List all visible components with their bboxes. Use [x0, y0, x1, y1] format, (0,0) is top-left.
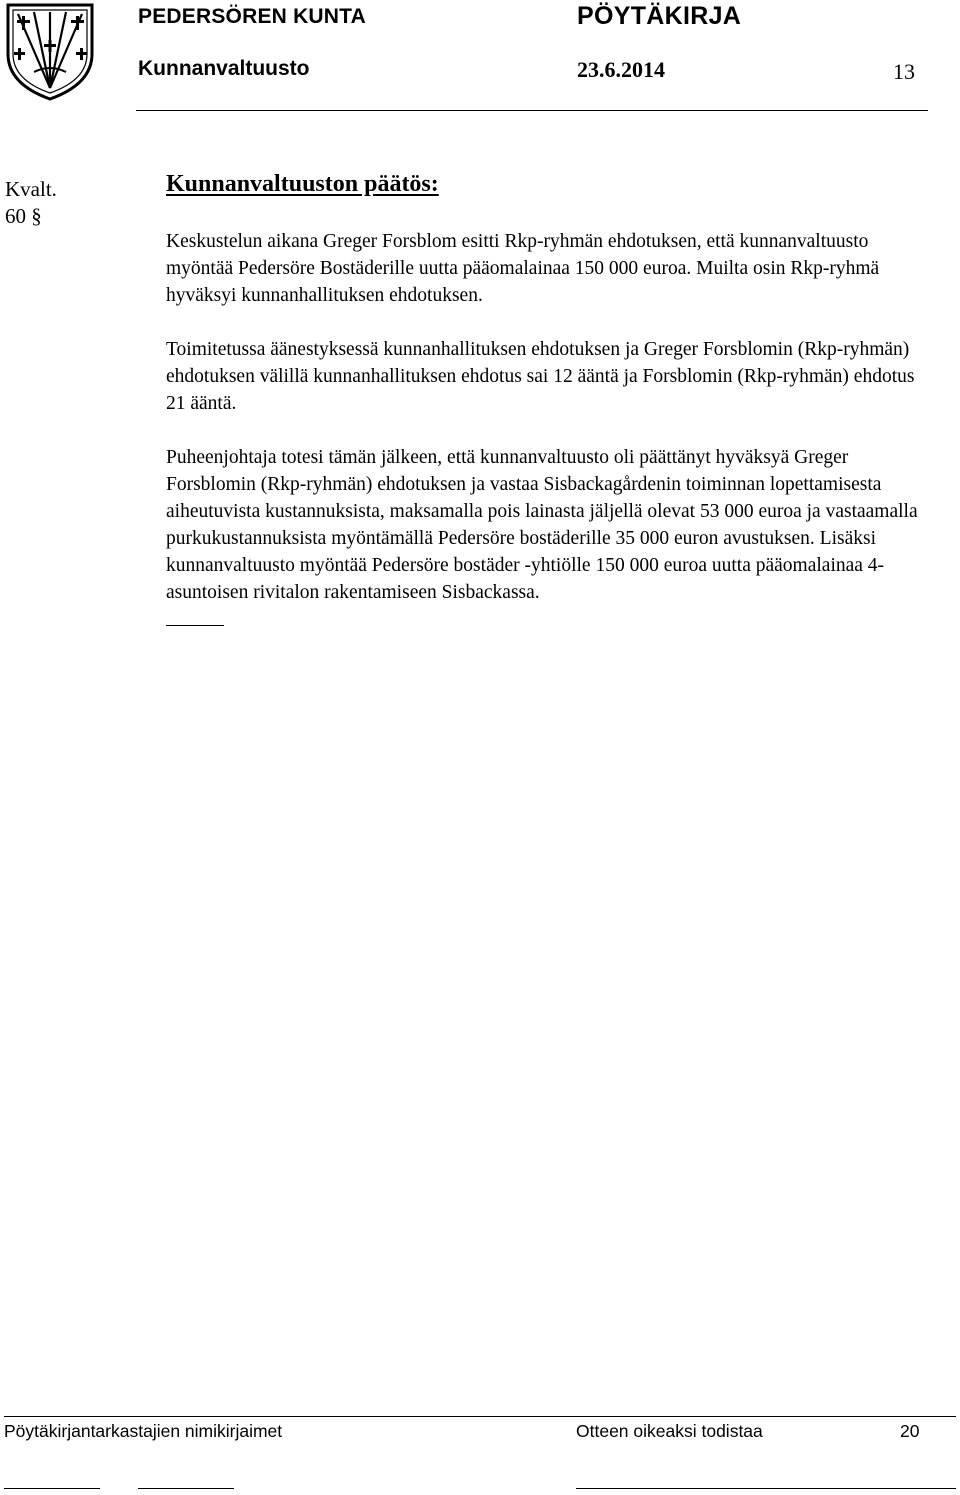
footer-page-number: 20 — [900, 1421, 920, 1441]
end-of-section-rule — [166, 625, 224, 626]
municipal-coat-of-arms-icon — [4, 2, 96, 102]
section-number: Kvalt. 60 § — [5, 177, 57, 228]
meeting-date: 23.6.2014 — [577, 57, 665, 82]
paragraph: Puheenjohtaja totesi tämän jälkeen, että kunnanvaltuusto oli päättänyt hyväksyä Greger Forsblomin (Rkp-ryhmän) ehdotuksen ja vastaa Sisbackagårdenin toiminnan lopettamisesta aiheutuvista kustannuksista, maksamalla pois lainasta jäljellä olevat 53 000 euroa ja vastaamalla purkukustannuksista myöntämällä Pedersöre bostäderille 35 000 euron avustuksen. Lisäksi kunnanvaltuusto myöntää Pedersöre bostäder -yhtiölle 150 000 euroa uutta pääomalainaa 4-asuntoisen rivitalon rakentamiseen Sisbackassa. — [166, 447, 918, 603]
certified-copy-label: Otteen oikeaksi todistaa — [576, 1421, 763, 1441]
certification-signature-line — [576, 1488, 956, 1489]
section-title: Kunnanvaltuuston päätös: — [166, 171, 439, 197]
initials-line — [4, 1488, 100, 1489]
reviewers-initials-label: Pöytäkirjantarkastajien nimikirjaimet — [4, 1421, 283, 1441]
page-number: 13 — [893, 59, 915, 84]
header-divider — [136, 110, 928, 111]
document-type: PÖYTÄKIRJA — [577, 2, 742, 30]
governing-body: Kunnanvaltuusto — [138, 57, 310, 80]
decision-text — [166, 228, 936, 626]
paragraph: Keskustelun aikana Greger Forsblom esitti Rkp-ryhmän ehdotuksen, että kunnanvaltuusto myöntää Pedersöre Bostäderille uutta pääomalainaa 150 000 euroa. Muilta osin Rkp-ryhmä hyväksyi kunnanhallituksen ehdotuksen. — [166, 231, 880, 306]
initials-line — [138, 1488, 234, 1489]
paragraph: Toimitetussa äänestyksessä kunnanhallituksen ehdotuksen ja Greger Forsblomin (Rkp-ryhmän) ehdotuksen välillä kunnanhallituksen ehdotus sai 12 ääntä ja Forsblomin (Rkp-ryhmän) ehdotus 21 ääntä. — [166, 339, 915, 414]
municipality-name: PEDERSÖREN KUNTA — [138, 5, 366, 28]
footer-divider — [4, 1416, 956, 1417]
